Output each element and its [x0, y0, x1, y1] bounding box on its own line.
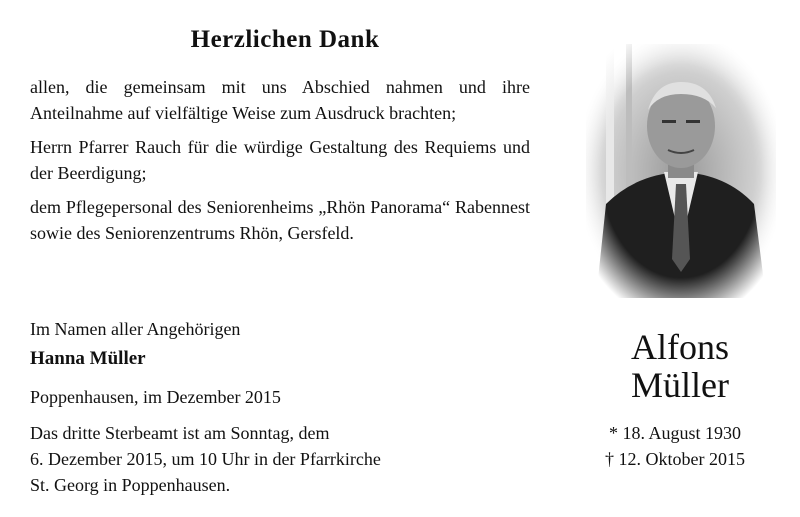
- service-notice: [30, 420, 500, 498]
- life-dates: [565, 420, 785, 472]
- deceased-first-name: Alfons: [631, 327, 729, 367]
- signature-intro: Im Namen aller Angehörigen: [30, 319, 241, 339]
- birth-date: * 18. August 1930: [608, 423, 741, 443]
- service-line-3: St. Georg in Poppenhausen.: [30, 475, 231, 495]
- service-line-2: 6. Dezember 2015, um 10 Uhr in der Pfarrkirche: [30, 449, 381, 469]
- heading: Herzlichen Dank: [190, 26, 380, 53]
- deceased-last-name: Müller: [631, 365, 729, 405]
- portrait-photo: [586, 44, 776, 298]
- thanks-paragraph-1: allen, die gemeinsam mit uns Abschied nahmen und ihre Anteilnahme auf vielfältige Weise zum Ausdruck brachten;: [30, 77, 530, 123]
- death-date: † 12. Oktober 2015: [605, 449, 745, 469]
- deceased-name: [575, 328, 785, 404]
- thanks-paragraph-3: dem Pflegepersonal des Seniorenheims „Rhön Panorama“ Rabennest sowie des Seniorenzentrums Rhön, Gersfeld.: [30, 197, 530, 243]
- signature-name: Hanna Müller: [30, 348, 146, 369]
- service-line-1: Das dritte Sterbeamt ist am Sonntag, dem: [30, 423, 330, 443]
- place-date: Poppenhausen, im Dezember 2015: [30, 387, 281, 407]
- signature-block: [30, 316, 530, 372]
- thanks-paragraph-2: Herrn Pfarrer Rauch für die würdige Gestaltung des Requiems und der Beerdigung;: [30, 137, 530, 183]
- thanks-list: [30, 74, 530, 254]
